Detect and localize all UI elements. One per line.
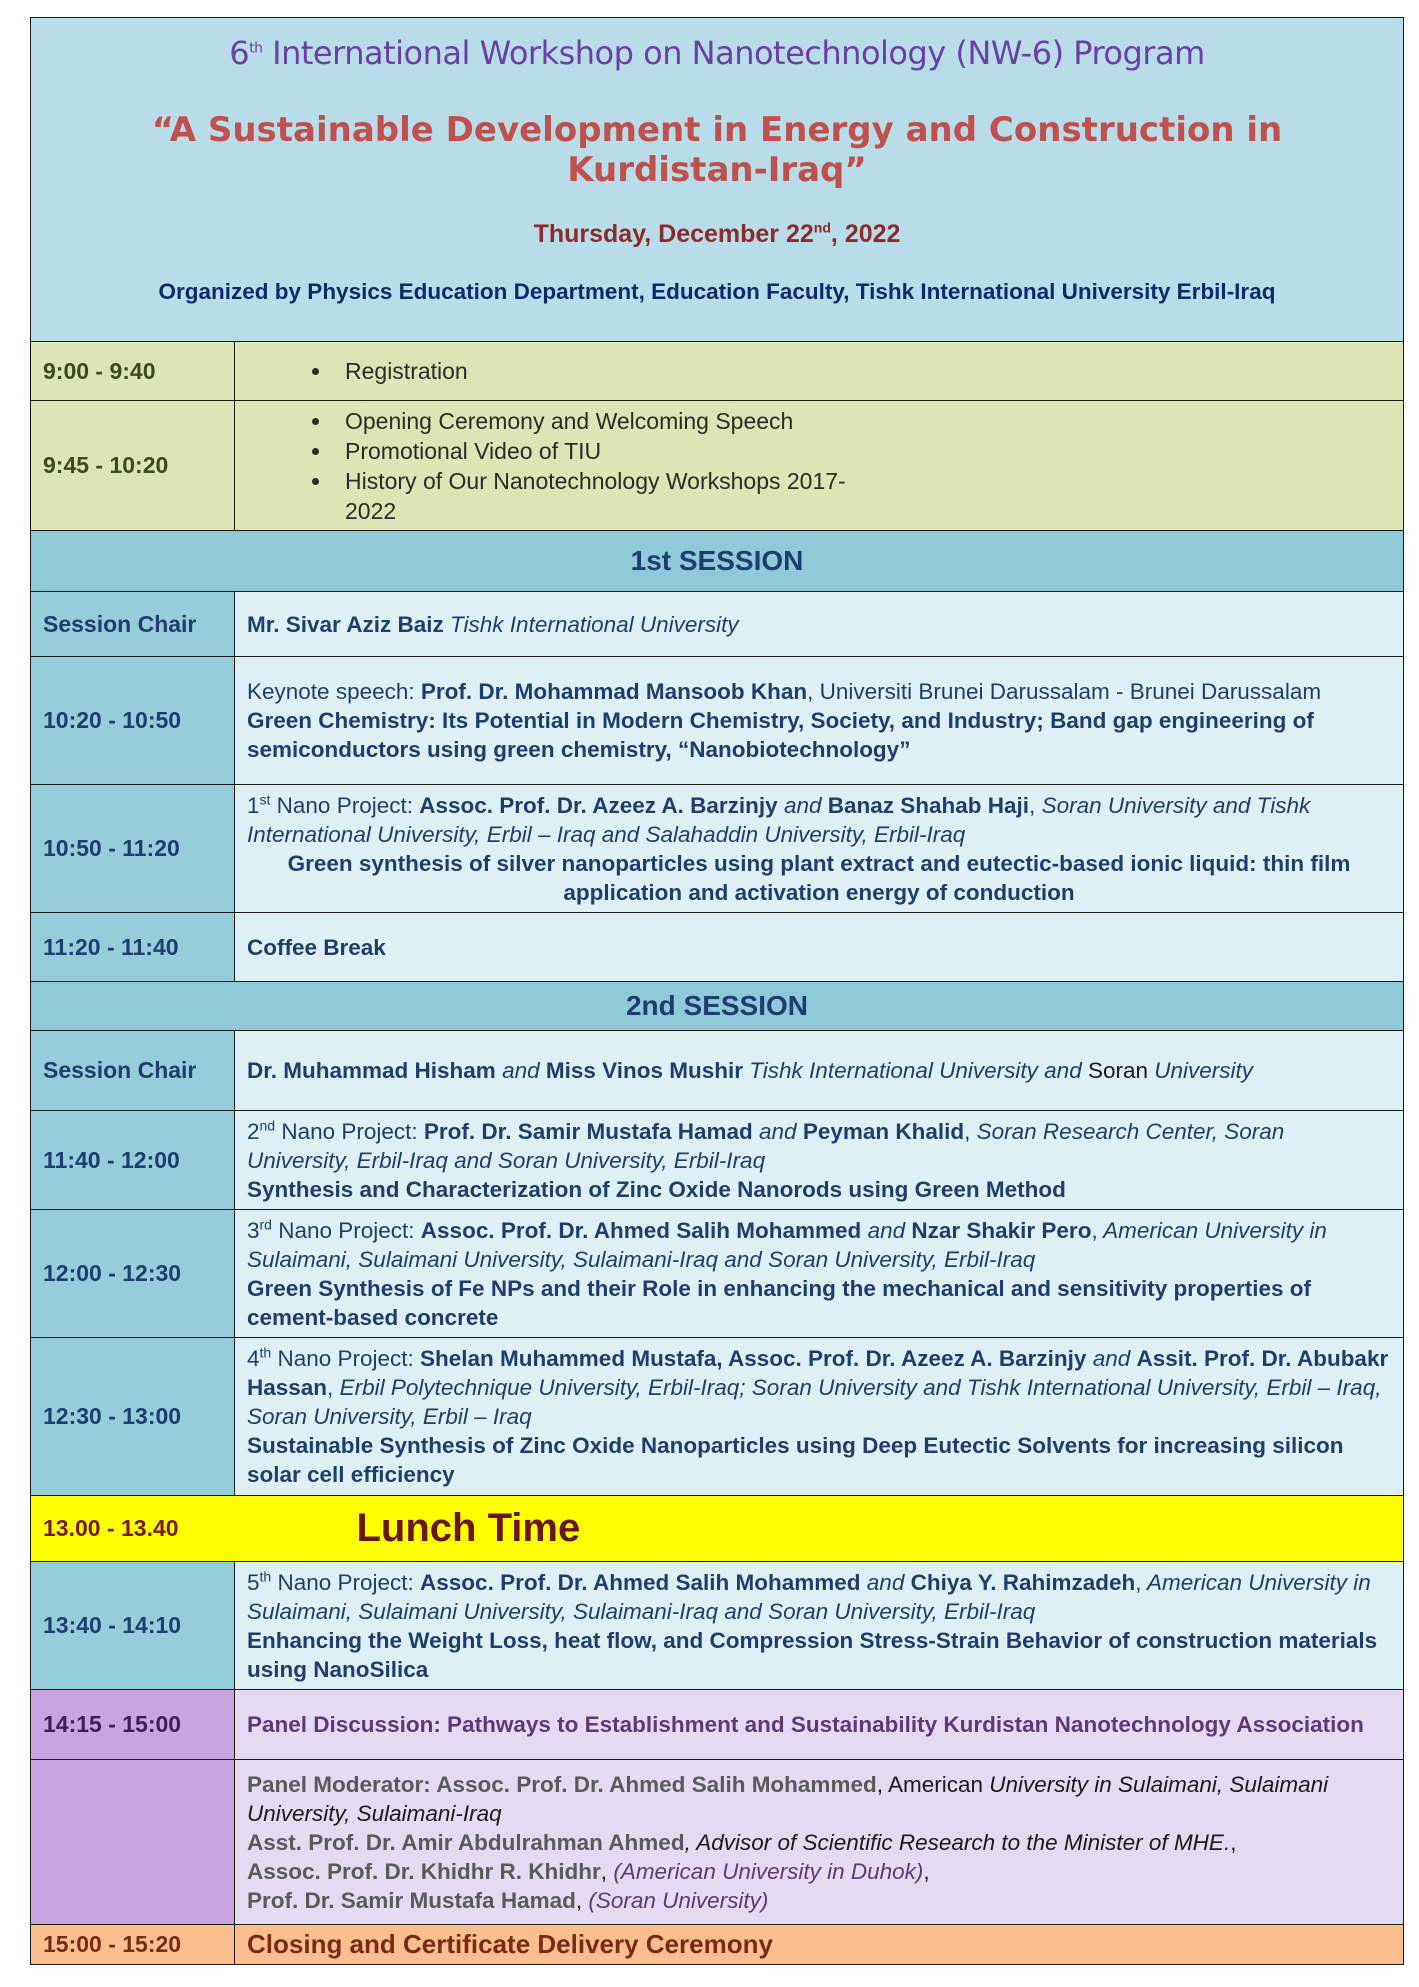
schedule-row (31, 1496, 1404, 1562)
session-header-row (31, 531, 1404, 592)
program-header (31, 18, 1404, 342)
schedule-row (31, 592, 1404, 657)
time-slot: 12:00 - 12:30 (31, 1210, 235, 1338)
talk-topic: Enhancing the Weight Loss, heat flow, and Compression Stress-Strain Behavior of construction materials using NanoSilica (247, 1627, 1378, 1682)
time-slot: 11:20 - 11:40 (31, 913, 235, 982)
schedule-row (31, 913, 1404, 982)
session-chair-cell: Mr. Sivar Aziz Baiz Tishk International University (235, 592, 1404, 657)
time-slot: 15:00 - 15:20 (31, 1925, 235, 1965)
session-title: 1st SESSION (31, 531, 1404, 592)
coffee-break: Coffee Break (235, 913, 1404, 982)
time-slot: 10:50 - 11:20 (31, 785, 235, 913)
time-slot-empty (31, 1760, 235, 1925)
session-title: 2nd SESSION (31, 982, 1404, 1031)
schedule-row (31, 401, 1404, 531)
schedule-row (31, 657, 1404, 785)
schedule-row (31, 1338, 1404, 1496)
schedule-row (31, 1111, 1404, 1210)
session-header-row (31, 982, 1404, 1031)
time-slot: 13:40 - 14:10 (31, 1562, 235, 1690)
list-item: • History of Our Nanotechnology Workshops 2017-2022 (333, 466, 853, 526)
lunch-time: Lunch Time (235, 1496, 1404, 1562)
list-item: • Registration (333, 356, 1403, 386)
time-slot: 10:20 - 10:50 (31, 657, 235, 785)
schedule-row (31, 785, 1404, 913)
organizer-line: Organized by Physics Education Department, Education Faculty, Tishk International University Erbil-Iraq (158, 279, 1276, 304)
schedule-row (31, 342, 1404, 401)
talk-topic: Synthesis and Characterization of Zinc Oxide Nanorods using Green Method (247, 1176, 1066, 1202)
schedule-row (31, 1925, 1404, 1965)
closing-ceremony: Closing and Certificate Delivery Ceremony (235, 1925, 1404, 1965)
program-document (30, 17, 1404, 1965)
program-table (30, 17, 1404, 1965)
project-cell: 4th Nano Project: Shelan Muhammed Mustafa, Assoc. Prof. Dr. Azeez A. Barzinjy and Assit. Prof. Dr. Abubakr Hassan, Erbil Polytechnique University, Erbil-Iraq; Soran University and Tishk International University, Erbil – Iraq, Soran University, Erbil – Iraq Sustainable Synthesis of Zinc Oxide Nanoparticles using Deep Eutectic Solvents for increasing silicon solar cell efficiency (235, 1338, 1404, 1496)
list-item: • Opening Ceremony and Welcoming Speech (333, 406, 853, 436)
session-chair-cell: Dr. Muhammad Hisham and Miss Vinos Mushir Tishk International University and Soran University (235, 1031, 1404, 1111)
talk-topic: Green synthesis of silver nanoparticles using plant extract and eutectic-based ionic liquid: thin film application and activation energy of conduction (287, 850, 1351, 905)
time-slot: 9:00 - 9:40 (31, 342, 235, 401)
time-slot: 11:40 - 12:00 (31, 1111, 235, 1210)
workshop-date: Thursday, December 22nd, 2022 (533, 219, 901, 248)
agenda-list (235, 406, 853, 526)
panel-title: Panel Discussion: Pathways to Establishment and Sustainability Kurdistan Nanotechnology Association (235, 1690, 1404, 1760)
time-slot: 13.00 - 13.40 (31, 1496, 235, 1562)
talk-topic: Green Chemistry: Its Potential in Modern Chemistry, Society, and Industry; Band gap engineering of semiconductors using green chemistry, “Nanobiotechnology” (247, 708, 1314, 762)
schedule-row (31, 1690, 1404, 1760)
session-chair-label: Session Chair (31, 1031, 235, 1111)
schedule-row (31, 1031, 1404, 1111)
talk-topic: Sustainable Synthesis of Zinc Oxide Nanoparticles using Deep Eutectic Solvents for increasing silicon solar cell efficiency (247, 1433, 1344, 1487)
session-chair-label: Session Chair (31, 592, 235, 657)
agenda-cell (235, 401, 1404, 531)
keynote-cell: Keynote speech: Prof. Dr. Mohammad Mansoob Khan, Universiti Brunei Darussalam - Brunei Darussalam Green Chemistry: Its Potential in Modern Chemistry, Society, and Industry; Band gap engineering of semiconductors using green chemistry, “Nanobiotechnology” (235, 657, 1404, 785)
project-cell: 1st Nano Project: Assoc. Prof. Dr. Azeez A. Barzinjy and Banaz Shahab Haji, Soran University and Tishk International University, Erbil – Iraq and Salahaddin University, Erbil-Iraq Green synthesis of silver nanoparticles using plant extract and eutectic-based ionic liquid: thin film application and activation energy of conduction (235, 785, 1404, 913)
project-cell: 3rd Nano Project: Assoc. Prof. Dr. Ahmed Salih Mohammed and Nzar Shakir Pero, American University in Sulaimani, Sulaimani University, Sulaimani-Iraq and Soran University, Erbil-Iraq Green Synthesis of Fe NPs and their Role in enhancing the mechanical and sensitivity properties of cement-based concrete (235, 1210, 1404, 1338)
time-slot: 12:30 - 13:00 (31, 1338, 235, 1496)
schedule-row (31, 1210, 1404, 1338)
workshop-title: 6th International Workshop on Nanotechnology (NW-6) Program (229, 34, 1205, 72)
panel-members: Panel Moderator: Assoc. Prof. Dr. Ahmed Salih Mohammed, American University in Sulaimani, Sulaimani University, Sulaimani-Iraq Asst. Prof. Dr. Amir Abdulrahman Ahmed, Advisor of Scientific Research to the Minister of MHE., Assoc. Prof. Dr. Khidhr R. Khidhr, (American University in Duhok), Prof. Dr. Samir Mustafa Hamad, (Soran University) (235, 1760, 1404, 1925)
project-cell: 2nd Nano Project: Prof. Dr. Samir Mustafa Hamad and Peyman Khalid, Soran Research Center, Soran University, Erbil-Iraq and Soran University, Erbil-Iraq Synthesis and Characterization of Zinc Oxide Nanorods using Green Method (235, 1111, 1404, 1210)
talk-topic: Green Synthesis of Fe NPs and their Role in enhancing the mechanical and sensitivity properties of cement-based concrete (247, 1275, 1312, 1330)
schedule-row (31, 1562, 1404, 1690)
project-cell: 5th Nano Project: Assoc. Prof. Dr. Ahmed Salih Mohammed and Chiya Y. Rahimzadeh, American University in Sulaimani, Sulaimani University, Sulaimani-Iraq and Soran University, Erbil-Iraq Enhancing the Weight Loss, heat flow, and Compression Stress-Strain Behavior of construction materials using NanoSilica (235, 1562, 1404, 1690)
time-slot: 9:45 - 10:20 (31, 401, 235, 531)
agenda-cell (235, 342, 1404, 401)
agenda-list (235, 356, 1403, 386)
schedule-row (31, 1760, 1404, 1925)
time-slot: 14:15 - 15:00 (31, 1690, 235, 1760)
list-item: • Promotional Video of TIU (333, 436, 853, 466)
workshop-theme: “A Sustainable Development in Energy and Construction in Kurdistan-Iraq” (151, 110, 1283, 190)
